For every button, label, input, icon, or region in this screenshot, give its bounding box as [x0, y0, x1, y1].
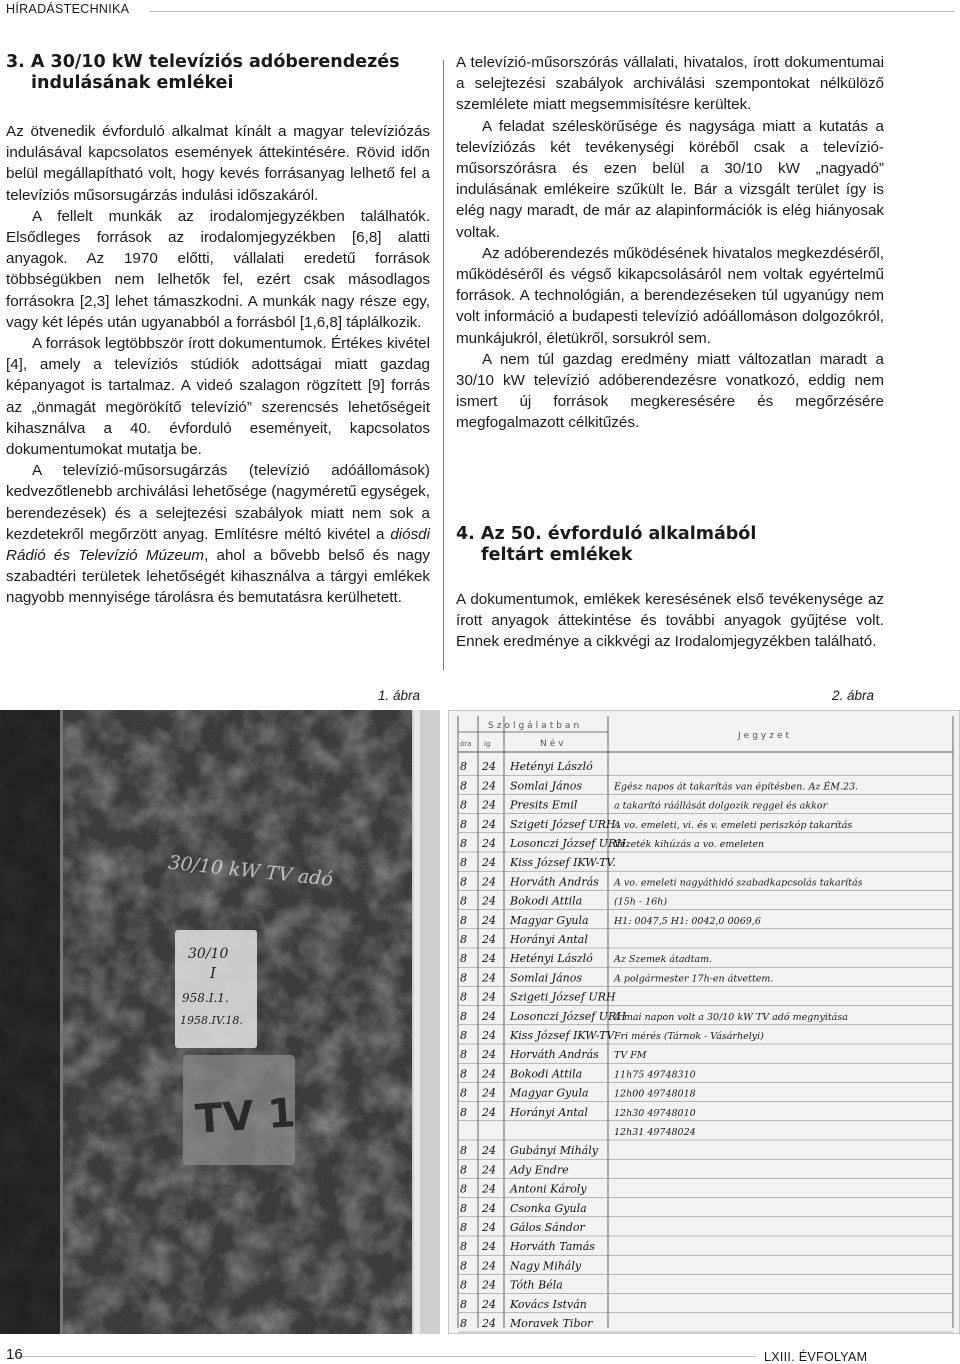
log-name: Moravek Tibor — [510, 1317, 593, 1330]
paragraph: A dokumentumok, emlékek keresésének első tevékenysége az írott anyagok áttekintése és további anyagok gyűjtése volt. Ennek eredménye a cikkvégi az Irodalomjegyzékben található. — [456, 591, 884, 651]
log-start-hour: 8 — [460, 856, 467, 870]
left-column — [6, 121, 430, 609]
cover-label-line-3: 958.I.1. — [182, 991, 229, 1005]
log-end-hour: 24 — [482, 1201, 496, 1215]
header-rule — [150, 11, 954, 12]
page-number: 16 — [6, 1346, 23, 1363]
log-note: TV FM — [614, 1050, 647, 1062]
log-note: Vezeték kihúzás a vo. emeleten — [614, 839, 765, 850]
log-end-hour: 24 — [482, 1086, 496, 1100]
log-note: 11h75 49748310 — [614, 1069, 696, 1081]
log-end-hour: 24 — [482, 1029, 496, 1042]
paragraph: A források legtöbbször írott dokumentumok. Értékes kivétel [4], amely a televíziós stúdiók adottságai miatt gazdag képanyagot is tartalmaz. A videó szalagon rögzített [9] forrás az „önmagát megörökítő televízió” szerencsés lehetőségeit kihasználva a 40. évforduló eseményeit, kapcsolatos dokumentumokat mutatja be. — [6, 335, 430, 459]
log-name: Losonczi József URH. — [510, 837, 630, 850]
log-end-hour: 24 — [482, 1240, 496, 1254]
cover-label-line-2: I — [210, 964, 216, 982]
log-end-hour: 24 — [482, 1144, 496, 1158]
log-start-hour: 8 — [460, 760, 467, 774]
section-4-body — [456, 589, 884, 653]
log-start-hour: 8 — [460, 894, 467, 908]
log-end-hour: 24 — [482, 913, 496, 927]
log-name: Horányi Antal — [510, 1105, 588, 1119]
log-start-hour: 8 — [460, 1144, 467, 1158]
log-start-hour: 8 — [460, 1278, 467, 1292]
volume-label: LXIII. ÉVFOLYAM — [764, 1350, 868, 1364]
figure-1-logbook-cover — [0, 710, 440, 1334]
log-name: Ady Endre — [510, 1163, 569, 1177]
paragraph: Az ötvenedik évforduló alkalmat kínált a magyar televíziózás indulásával kapcsolatos események áttekintésére. Rövid időn belül megállapítható volt, hogy kevés forrásanyag lelhető fel a televíziós műsorsugárzás indulási időszakáról. — [6, 123, 430, 204]
log-start-hour: 8 — [460, 1201, 467, 1215]
log-note: 12h30 49748010 — [614, 1107, 696, 1119]
section-3-title — [6, 52, 446, 94]
log-end-hour: 24 — [482, 1221, 496, 1234]
log-note: A polgármester 17h-en átvettem. — [614, 973, 774, 985]
log-start-hour: 8 — [460, 971, 467, 985]
log-note: Az Szemek átadtam. — [614, 954, 713, 966]
log-note: Fri mérés (Tárnok - Vásárhelyi) — [614, 1031, 764, 1042]
paragraph: A televízió-műsorszórás vállalati, hivatalos, írott dokumentumai a selejtezési szabályok archiválási szempontokat nélkülöző szemlélete miatt megsemmisítésre kerültek. — [456, 54, 884, 114]
log-end-hour: 24 — [482, 760, 496, 774]
paragraph: A feladat széleskörűsége és nagysága miatt a kutatás a televíziózás két tevékenységi köréből csak a televízió-műsorszórásra és ezen belül a 30/10 kW „nagyadó” indulásának emlékeire szűkült le. Bár a vizsgált terület így is elég nagy maradt, de már az alapinformációk is elég hiányosak voltak. — [456, 117, 884, 241]
log-start-hour: 8 — [460, 875, 467, 889]
log-end-hour: 24 — [482, 1105, 496, 1119]
section-3-title-line1: 3. A 30/10 kW televíziós adóberendezés — [6, 52, 400, 72]
log-end-hour: 24 — [482, 856, 496, 870]
log-note: 12h00 49748018 — [614, 1088, 696, 1100]
log-note: A vo. emeleti, vi. és v. emeleti periszkóp takarítás — [614, 819, 853, 831]
log-start-hour: 8 — [460, 990, 467, 1004]
cover-label-line-4: 1958.IV.18. — [180, 1014, 243, 1027]
paragraph-text: A televízió-műsorsugárzás (televízió adóállomások) kedvezőtlenebb archiválási lehetősége (nagyméretű egységek, berendezések) és a selejtezési szabályok miatt nem sok a kezdetekről megőrzött anyag. Említésre méltó kivétel a — [6, 462, 430, 543]
log-header-notes: Jegyzet — [738, 731, 793, 741]
paragraph: Az adóberendezés működésének hivatalos megkezdéséről, működéséről és végső kikapcsolásáról nem voltak egyértelmű források. A technológián, a berendezéseken túl ugyanúgy nem volt információ a budapesti televízió adóállomáson dolgozókról, munkájukról, életükről, sorsukról sem. — [456, 244, 884, 347]
log-name: Tóth Béla — [510, 1278, 563, 1292]
logbook-cover-graphic — [0, 710, 440, 1334]
log-start-hour: 8 — [460, 1009, 467, 1023]
log-start-hour: 8 — [460, 1048, 467, 1062]
log-name: Kovács István — [510, 1297, 587, 1311]
log-name: Gálos Sándor — [510, 1221, 585, 1234]
log-end-hour: 24 — [482, 990, 496, 1004]
figure-2-logbook-page — [448, 710, 960, 1334]
paragraph: A fellelt munkák az irodalomjegyzékben találhatók. Elsődleges források az irodalomjegyzékben [6,8] alatti anyagok. Az 1970 előtti, vállalati eredetű források többségükben nem lelhetők fel, ezért csak másodlagos forrásokra [2,3] lehet támaszkodni. A munkák nagy része egy, vagy két lépés után ugyanabból a forrásból [1,6,8] táplálkozik. — [6, 207, 430, 331]
log-name: Nagy Mihály — [510, 1259, 582, 1273]
log-name: Kiss József IKW-TV. — [510, 856, 616, 870]
log-start-hour: 8 — [460, 1297, 467, 1311]
log-start-hour: 8 — [460, 952, 467, 966]
section-4-title-line1: 4. Az 50. évforduló alkalmából — [456, 524, 757, 544]
log-name: Losonczi József URH — [510, 1009, 626, 1023]
log-note: Egész napos át takarítás van építésben. Az ÉM.23. — [614, 781, 859, 793]
figure-1-label: 1. ábra — [378, 688, 421, 703]
paragraph: A nem túl gazdag eredmény miatt változatlan maradt a 30/10 kW televízió adóberendezésre vonatkozó, eddig nem ismert új források megkeresésére és megőrzésére megfogalmazott célkitűzés. — [456, 350, 884, 432]
right-column — [456, 52, 884, 434]
log-start-hour: 8 — [460, 913, 467, 927]
log-end-hour: 24 — [482, 971, 496, 985]
log-note: (15h - 16h) — [614, 896, 668, 908]
section-4-title — [456, 524, 884, 566]
log-header-hour: óra — [460, 740, 472, 748]
column-rule — [443, 60, 444, 670]
log-name: Szigeti József URH — [510, 990, 616, 1004]
log-note: A vo. emeleti nagyáthidó szabadkapcsolás takarítás — [614, 877, 863, 889]
log-name: Magyar Gyula — [510, 913, 589, 927]
log-header-service: Szolgálatban — [488, 721, 583, 731]
paragraph-text: , ahol a bővebb belső és nagy szabadtéri területek lehetőségét kihasználva a tárgyi emlékek nagyobb mennyisége tárolásra és bemutatásra kerülhetett. — [6, 547, 430, 607]
log-name: Horányi Antal — [510, 933, 588, 946]
log-end-hour: 24 — [482, 779, 496, 793]
log-end-hour: 24 — [482, 1067, 496, 1081]
log-end-hour: 24 — [482, 1009, 496, 1023]
log-note: A mai napon volt a 30/10 kW TV adó megnyitása — [614, 1011, 848, 1023]
figure-2-label: 2. ábra — [832, 688, 875, 703]
cover-big-label: TV 1 — [193, 1090, 297, 1144]
log-end-hour: 24 — [482, 1259, 496, 1273]
log-end-hour: 24 — [482, 933, 496, 946]
log-name: Bokodi Attila — [510, 1067, 583, 1081]
logbook-page-graphic — [448, 710, 960, 1334]
running-head: HÍRADÁSTECHNIKA — [6, 2, 130, 16]
log-name: Somlai János — [510, 779, 582, 793]
cover-handwritten-title: 30/10 kW TV adó — [167, 851, 334, 891]
log-start-hour: 8 — [460, 1086, 467, 1100]
log-end-hour: 24 — [482, 952, 496, 966]
log-end-hour: 24 — [482, 1317, 496, 1330]
log-start-hour: 8 — [460, 798, 467, 812]
log-start-hour: 8 — [460, 1105, 467, 1119]
log-start-hour: 8 — [460, 1259, 467, 1273]
log-start-hour: 8 — [460, 1029, 467, 1042]
log-end-hour: 24 — [482, 1278, 496, 1292]
log-name: Hetényi László — [510, 952, 593, 966]
log-start-hour: 8 — [460, 779, 467, 793]
log-name: Somlai János — [510, 971, 582, 985]
log-name: Magyar Gyula — [510, 1086, 589, 1100]
log-name: Csonka Gyula — [510, 1201, 587, 1215]
log-name: Gubányi Mihály — [510, 1144, 598, 1158]
log-start-hour: 8 — [460, 1163, 467, 1177]
log-start-hour: 8 — [460, 1221, 467, 1234]
log-note: a takarító ráállását dolgozik reggel és akkor — [614, 800, 828, 812]
log-end-hour: 24 — [482, 1163, 496, 1177]
section-4-title-line2: feltárt emlékek — [481, 545, 633, 565]
museum-name: diósdi Rádió és Televízió Múzeum — [6, 525, 430, 565]
log-start-hour: 8 — [460, 1067, 467, 1081]
log-end-hour: 24 — [482, 894, 496, 908]
log-name: Horváth Tamás — [510, 1240, 595, 1254]
log-end-hour: 24 — [482, 798, 496, 812]
cover-label-line-1: 30/10 — [188, 946, 229, 962]
log-start-hour: 8 — [460, 1317, 467, 1330]
log-end-hour: 24 — [482, 817, 496, 831]
log-header-to: ig — [484, 740, 491, 748]
log-name: Kiss József IKW-TV — [510, 1029, 615, 1042]
log-end-hour: 24 — [482, 1048, 496, 1062]
log-end-hour: 24 — [482, 875, 496, 889]
log-start-hour: 8 — [460, 817, 467, 831]
log-start-hour: 8 — [460, 1240, 467, 1254]
log-note: H1: 0047,5 H1: 0042,0 0069,6 — [614, 915, 761, 927]
log-name: Horváth András — [510, 1048, 599, 1062]
log-name: Presits Emil — [510, 798, 578, 812]
log-start-hour: 8 — [460, 837, 467, 850]
log-note: 12h31 49748024 — [614, 1127, 696, 1138]
log-header-name: Név — [540, 739, 567, 749]
footer-rule — [16, 1356, 756, 1357]
section-3-title-line2: indulásának emlékei — [31, 73, 234, 93]
log-name: Szigeti József URH. — [510, 817, 620, 831]
log-name: Antoni Károly — [510, 1182, 587, 1196]
log-end-hour: 24 — [482, 1182, 496, 1196]
log-end-hour: 24 — [482, 837, 496, 850]
paragraph — [6, 460, 430, 608]
log-start-hour: 8 — [460, 1182, 467, 1196]
log-name: Bokodi Attila — [510, 894, 583, 908]
log-end-hour: 24 — [482, 1297, 496, 1311]
log-start-hour: 8 — [460, 933, 467, 946]
log-name: Hetényi László — [510, 760, 593, 774]
log-name: Horváth András — [510, 875, 599, 889]
